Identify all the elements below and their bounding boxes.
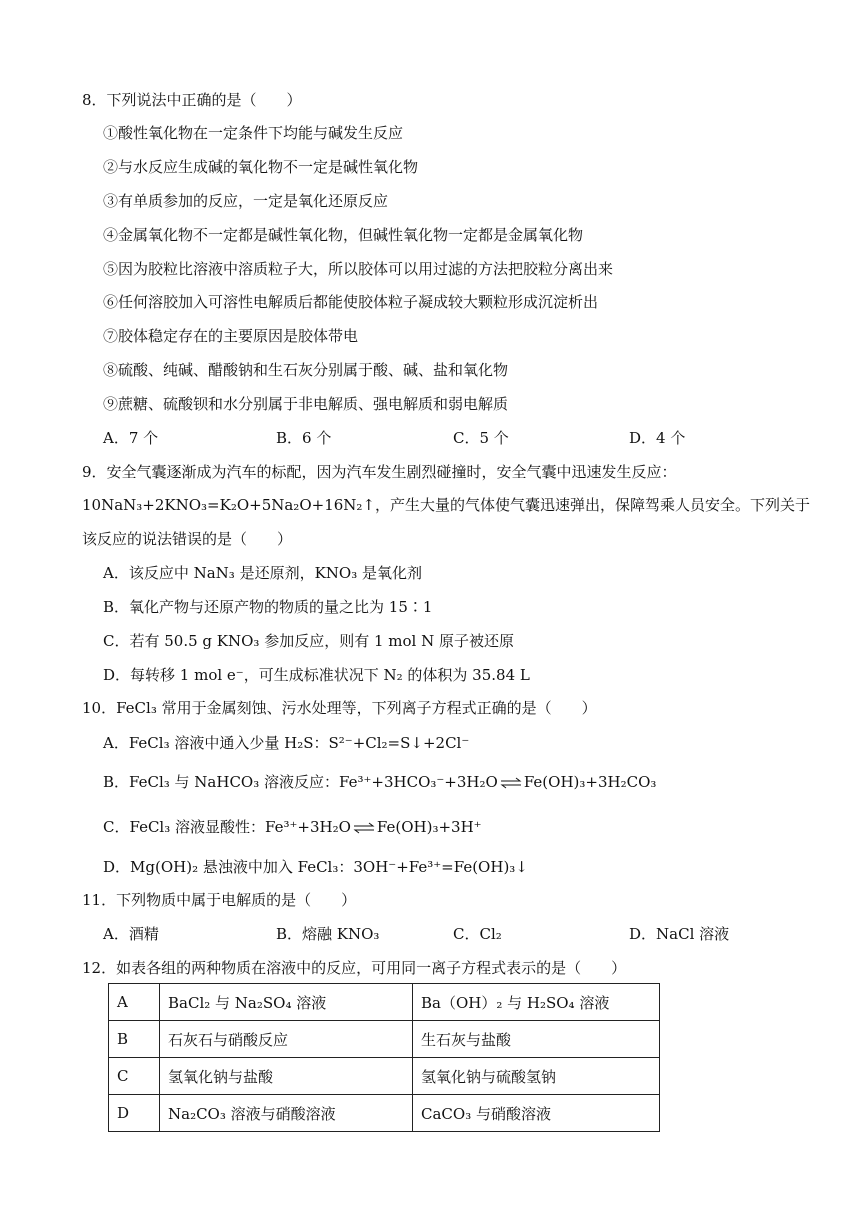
- table-cell: 氢氧化钠与硫酸氢钠: [413, 1058, 660, 1095]
- table-cell: D: [109, 1095, 160, 1132]
- q10-option-c: [103, 817, 482, 837]
- q8-item-4: ④金属氧化物不一定都是碱性氧化物，但碱性氧化物一定都是金属氧化物: [103, 226, 584, 244]
- table-row: [109, 1058, 660, 1095]
- q8-item-2: ②与水反应生成碱的氧化物不一定是碱性氧化物: [103, 158, 419, 176]
- q8-item-5: ⑤因为胶粒比溶液中溶质粒子大，所以胶体可以用过滤的方法把胶粒分离出来: [103, 260, 614, 278]
- q9-option-a: A．该反应中 NaN₃ 是还原剂，KNO₃ 是氧化剂: [103, 564, 422, 582]
- q9-option-c: C．若有 50.5 g KNO₃ 参加反应，则有 1 mol N 原子被还原: [103, 632, 514, 650]
- q11-option-c: C．Cl₂: [453, 925, 502, 943]
- q9-option-b: B．氧化产物与还原产物的物质的量之比为 15∶1: [103, 598, 433, 616]
- table-row: [109, 1095, 660, 1132]
- q10-option-b: [103, 772, 656, 792]
- table-cell: 氢氧化钠与盐酸: [160, 1058, 413, 1095]
- q10-option-b-right: Fe(OH)₃+3H₂CO₃: [523, 773, 657, 791]
- table-row: [109, 1021, 660, 1058]
- equilibrium-arrow-icon: [353, 822, 375, 834]
- q9-stem-line-2: 10NaN₃+2KNO₃=K₂O+5Na₂O+16N₂↑，产生大量的气体使气囊迅速弹出，保障驾乘人员安全。下列关于: [82, 496, 810, 514]
- table-cell: 生石灰与盐酸: [413, 1021, 660, 1058]
- table-cell: Ba（OH）₂ 与 H₂SO₄ 溶液: [413, 984, 660, 1021]
- q11-option-d: D．NaCl 溶液: [629, 925, 730, 943]
- table-cell: Na₂CO₃ 溶液与硝酸溶液: [160, 1095, 413, 1132]
- q10-option-a: A．FeCl₃ 溶液中通入少量 H₂S：S²⁻+Cl₂=S↓+2Cl⁻: [103, 734, 470, 752]
- table-cell: CaCO₃ 与硝酸溶液: [413, 1095, 660, 1132]
- q10-stem: 10．FeCl₃ 常用于金属刻蚀、污水处理等，下列离子方程式正确的是（ ）: [82, 699, 597, 717]
- q8-stem: 8．下列说法中正确的是（ ）: [82, 91, 302, 109]
- q8-item-8: ⑧硫酸、纯碱、醋酸钠和生石灰分别属于酸、碱、盐和氧化物: [103, 361, 509, 379]
- q8-item-6: ⑥任何溶胶加入可溶性电解质后都能使胶体粒子凝成较大颗粒形成沉淀析出: [103, 293, 599, 311]
- table-cell: B: [109, 1021, 160, 1058]
- q12-stem: 12．如表各组的两种物质在溶液中的反应，可用同一离子方程式表示的是（ ）: [82, 959, 627, 977]
- q10-option-d: D．Mg(OH)₂ 悬浊液中加入 FeCl₃：3OH⁻+Fe³⁺=Fe(OH)₃↓: [103, 858, 528, 876]
- table-cell: A: [109, 984, 160, 1021]
- q11-stem: 11．下列物质中属于电解质的是（ ）: [82, 891, 357, 909]
- q8-item-9: ⑨蔗糖、硫酸钡和水分别属于非电解质、强电解质和弱电解质: [103, 395, 509, 413]
- q8-item-1: ①酸性氧化物在一定条件下均能与碱发生反应: [103, 124, 404, 142]
- q10-option-c-right: Fe(OH)₃+3H⁺: [376, 818, 482, 836]
- table-cell: BaCl₂ 与 Na₂SO₄ 溶液: [160, 984, 413, 1021]
- q9-stem-line-1: 9．安全气囊逐渐成为汽车的标配，因为汽车发生剧烈碰撞时，安全气囊中迅速发生反应：: [82, 463, 677, 481]
- q8-item-7: ⑦胶体稳定存在的主要原因是胶体带电: [103, 327, 359, 345]
- q10-option-c-left: C．FeCl₃ 溶液显酸性：Fe³⁺+3H₂O: [103, 818, 351, 836]
- q8-option-c: C．5 个: [453, 429, 509, 447]
- q9-option-d: D．每转移 1 mol e⁻，可生成标准状况下 N₂ 的体积为 35.84 L: [103, 666, 530, 684]
- q12-table: [108, 983, 660, 1132]
- table-cell: 石灰石与硝酸反应: [160, 1021, 413, 1058]
- table-cell: C: [109, 1058, 160, 1095]
- q8-option-a: A．7 个: [103, 429, 159, 447]
- table-row: [109, 984, 660, 1021]
- q9-stem-line-3: 该反应的说法错误的是（ ）: [82, 530, 293, 548]
- q8-item-3: ③有单质参加的反应，一定是氧化还原反应: [103, 192, 389, 210]
- q10-option-b-left: B．FeCl₃ 与 NaHCO₃ 溶液反应：Fe³⁺+3HCO₃⁻+3H₂O: [103, 773, 498, 791]
- q11-option-b: B．熔融 KNO₃: [276, 925, 380, 943]
- equilibrium-arrow-icon: [500, 777, 522, 789]
- q11-option-a: A．酒精: [103, 925, 159, 943]
- q8-option-b: B．6 个: [276, 429, 332, 447]
- q8-option-d: D．4 个: [629, 429, 686, 447]
